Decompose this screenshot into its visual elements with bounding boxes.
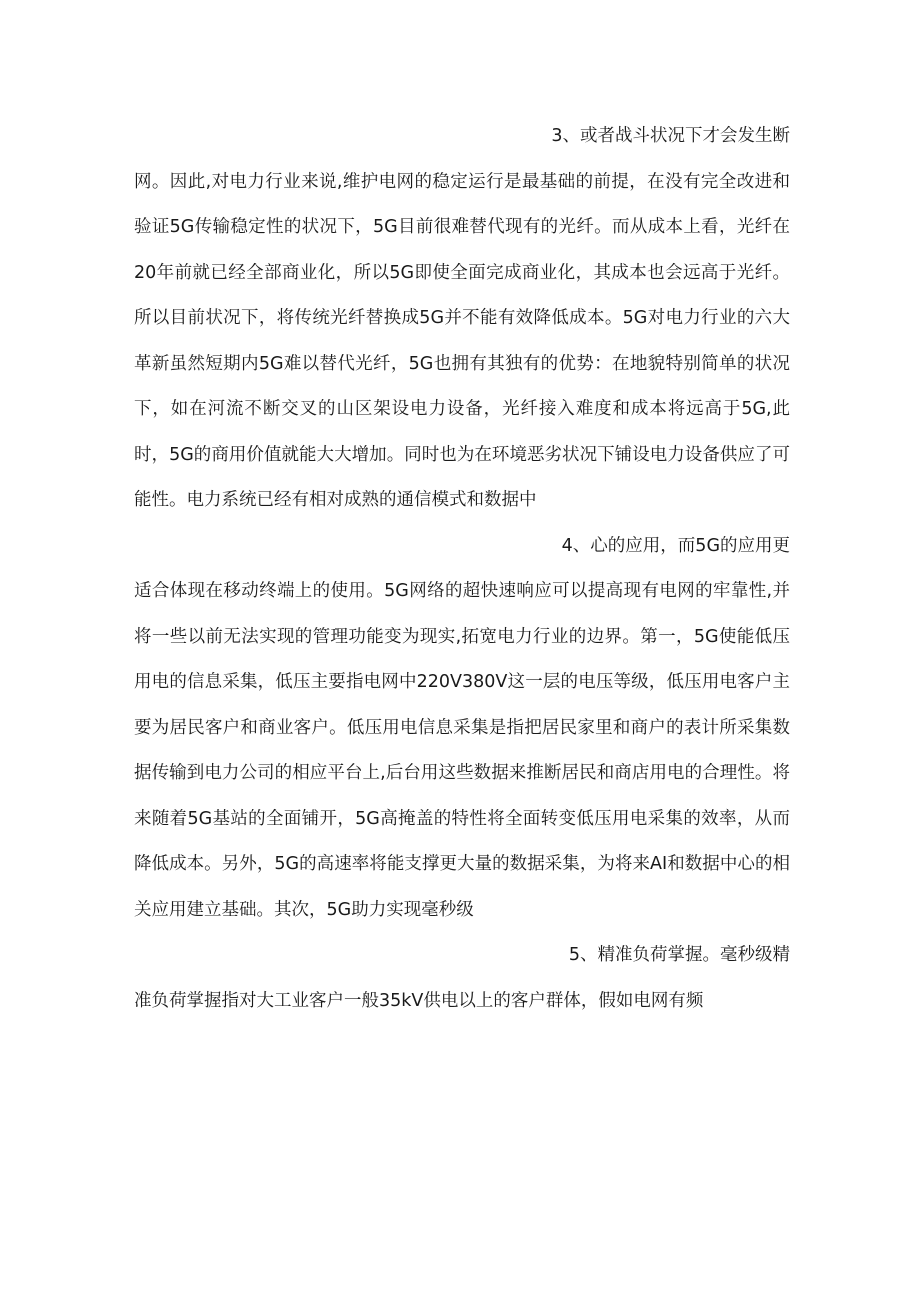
section-heading-5: 5、精准负荷掌握。毫秒级精 <box>568 945 790 965</box>
section-paragraph-3: 网。因此,对电力行业来说,维护电网的稳定运行是最基础的前提，在没有完全改进和验证5G传输稳定性的状况下，5G目前很难替代现有的光纤。而从成本上看，光纤在20年前就已经全部商业化，所以5G即使全面完成商业化，其成本也会远高于光纤。所以目前状况下，将传统光纤替换成5G并不能有效降低成本。5G对电力行业的六大革新虽然短期内5G难以替代光纤，5G也拥有其独有的优势：在地貌特别简单的状况下，如在河流不断交叉的山区架设电力设备，光纤接入难度和成本将远高于5G,此时，5G的商用价值就能大大增加。同时也为在环境恶劣状况下铺设电力设备供应了可能性。电力系统已经有相对成熟的通信模式和数据中 <box>134 171 790 510</box>
document-body <box>134 114 790 1024</box>
section-heading-4: 4、心的应用，而5G的应用更 <box>561 535 790 556</box>
section-paragraph-5: 准负荷掌握指对大工业客户一般35kV供电以上的客户群体，假如电网有频 <box>134 990 704 1011</box>
section-heading-3: 3、或者战斗状况下才会发生断 <box>551 126 790 146</box>
section-paragraph-4: 适合体现在移动终端上的使用。5G网络的超快速响应可以提高现有电网的牢靠性,并将一些以前无法实现的管理功能变为现实,拓宽电力行业的边界。第一，5G使能低压用电的信息采集，低压主要指电网中220V380V这一层的电压等级，低压用电客户主要为居民客户和商业客户。低压用电信息采集是指把居民家里和商户的表计所采集数据传输到电力公司的相应平台上,后台用这些数据来推断居民和商店用电的合理性。将来随着5G基站的全面铺开，5G高掩盖的特性将全面转变低压用电采集的效率，从而降低成本。另外，5G的高速率将能支撑更大量的数据采集，为将来AI和数据中心的相关应用建立基础。其次，5G助力实现毫秒级 <box>134 581 790 920</box>
